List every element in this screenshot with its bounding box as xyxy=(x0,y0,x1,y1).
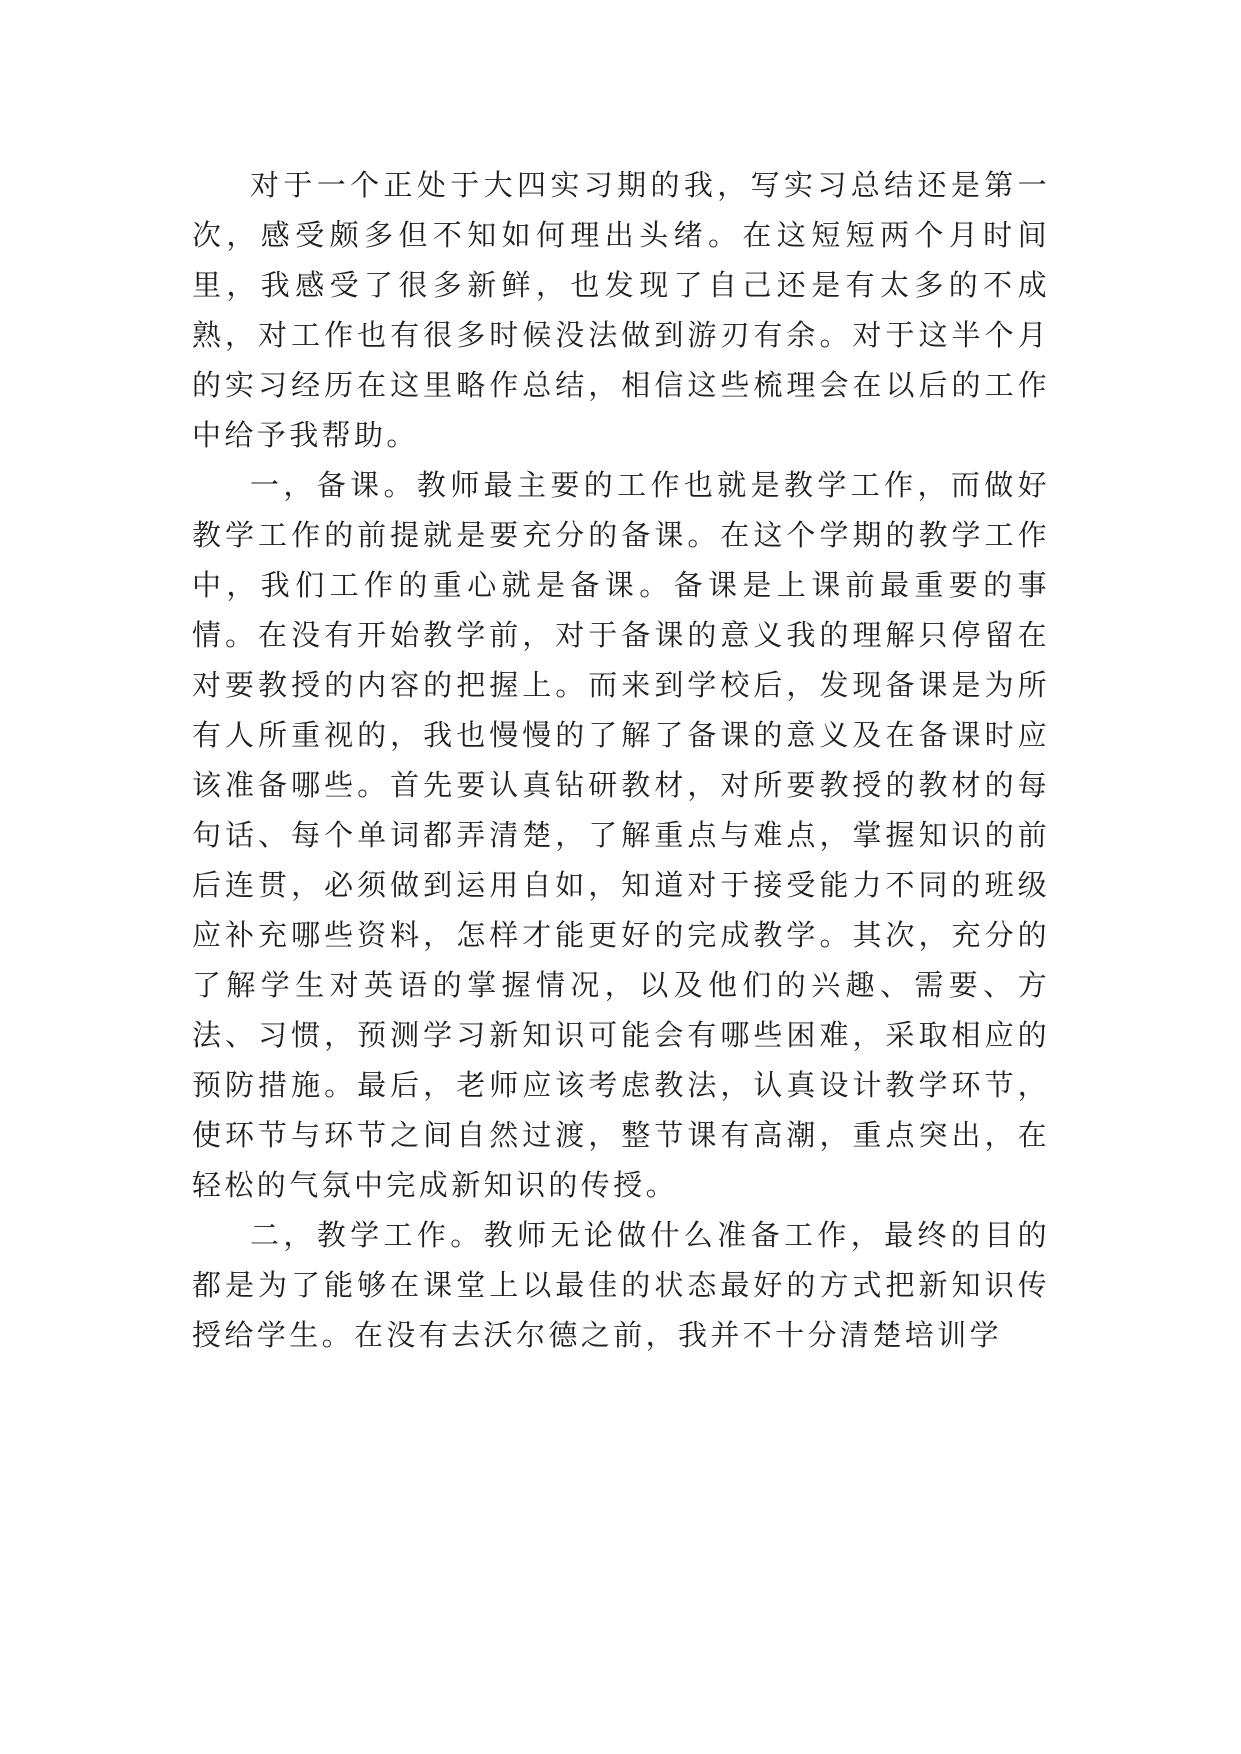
paragraph-teaching-work: 二，教学工作。教师无论做什么准备工作，最终的目的都是为了能够在课堂上以最佳的状态最好的方式把新知识传授给学生。在没有去沃尔德之前，我并不十分清楚培训学 xyxy=(192,1218,1050,1352)
paragraph-lesson-preparation: 一，备课。教师最主要的工作也就是教学工作，而做好教学工作的前提就是要充分的备课。在这个学期的教学工作中，我们工作的重心就是备课。备课是上课前最重要的事情。在没有开始教学前，对于备课的意义我的理解只停留在对要教授的内容的把握上。而来到学校后，发现备课是为所有人所重视的，我也慢慢的了解了备课的意义及在备课时应该准备哪些。首先要认真钻研教材，对所要教授的教材的每句话、每个单词都弄清楚，了解重点与难点，掌握知识的前后连贯，必须做到运用自如，知道对于接受能力不同的班级应补充哪些资料，怎样才能更好的完成教学。其次，充分的了解学生对英语的掌握情况，以及他们的兴趣、需要、方法、习惯，预测学习新知识可能会有哪些困难，采取相应的预防措施。最后，老师应该考虑教法，认真设计教学环节，使环节与环节之间自然过渡，整节课有高潮，重点突出，在轻松的气氛中完成新知识的传授。 xyxy=(192,468,1050,1202)
paragraph-intro: 对于一个正处于大四实习期的我，写实习总结还是第一次，感受颇多但不知如何理出头绪。在这短短两个月时间里，我感受了很多新鲜，也发现了自己还是有太多的不成熟，对工作也有很多时候没法做到游刃有余。对于这半个月的实习经历在这里略作总结，相信这些梳理会在以后的工作中给予我帮助。 xyxy=(192,168,1050,452)
document-body xyxy=(192,160,1050,1360)
